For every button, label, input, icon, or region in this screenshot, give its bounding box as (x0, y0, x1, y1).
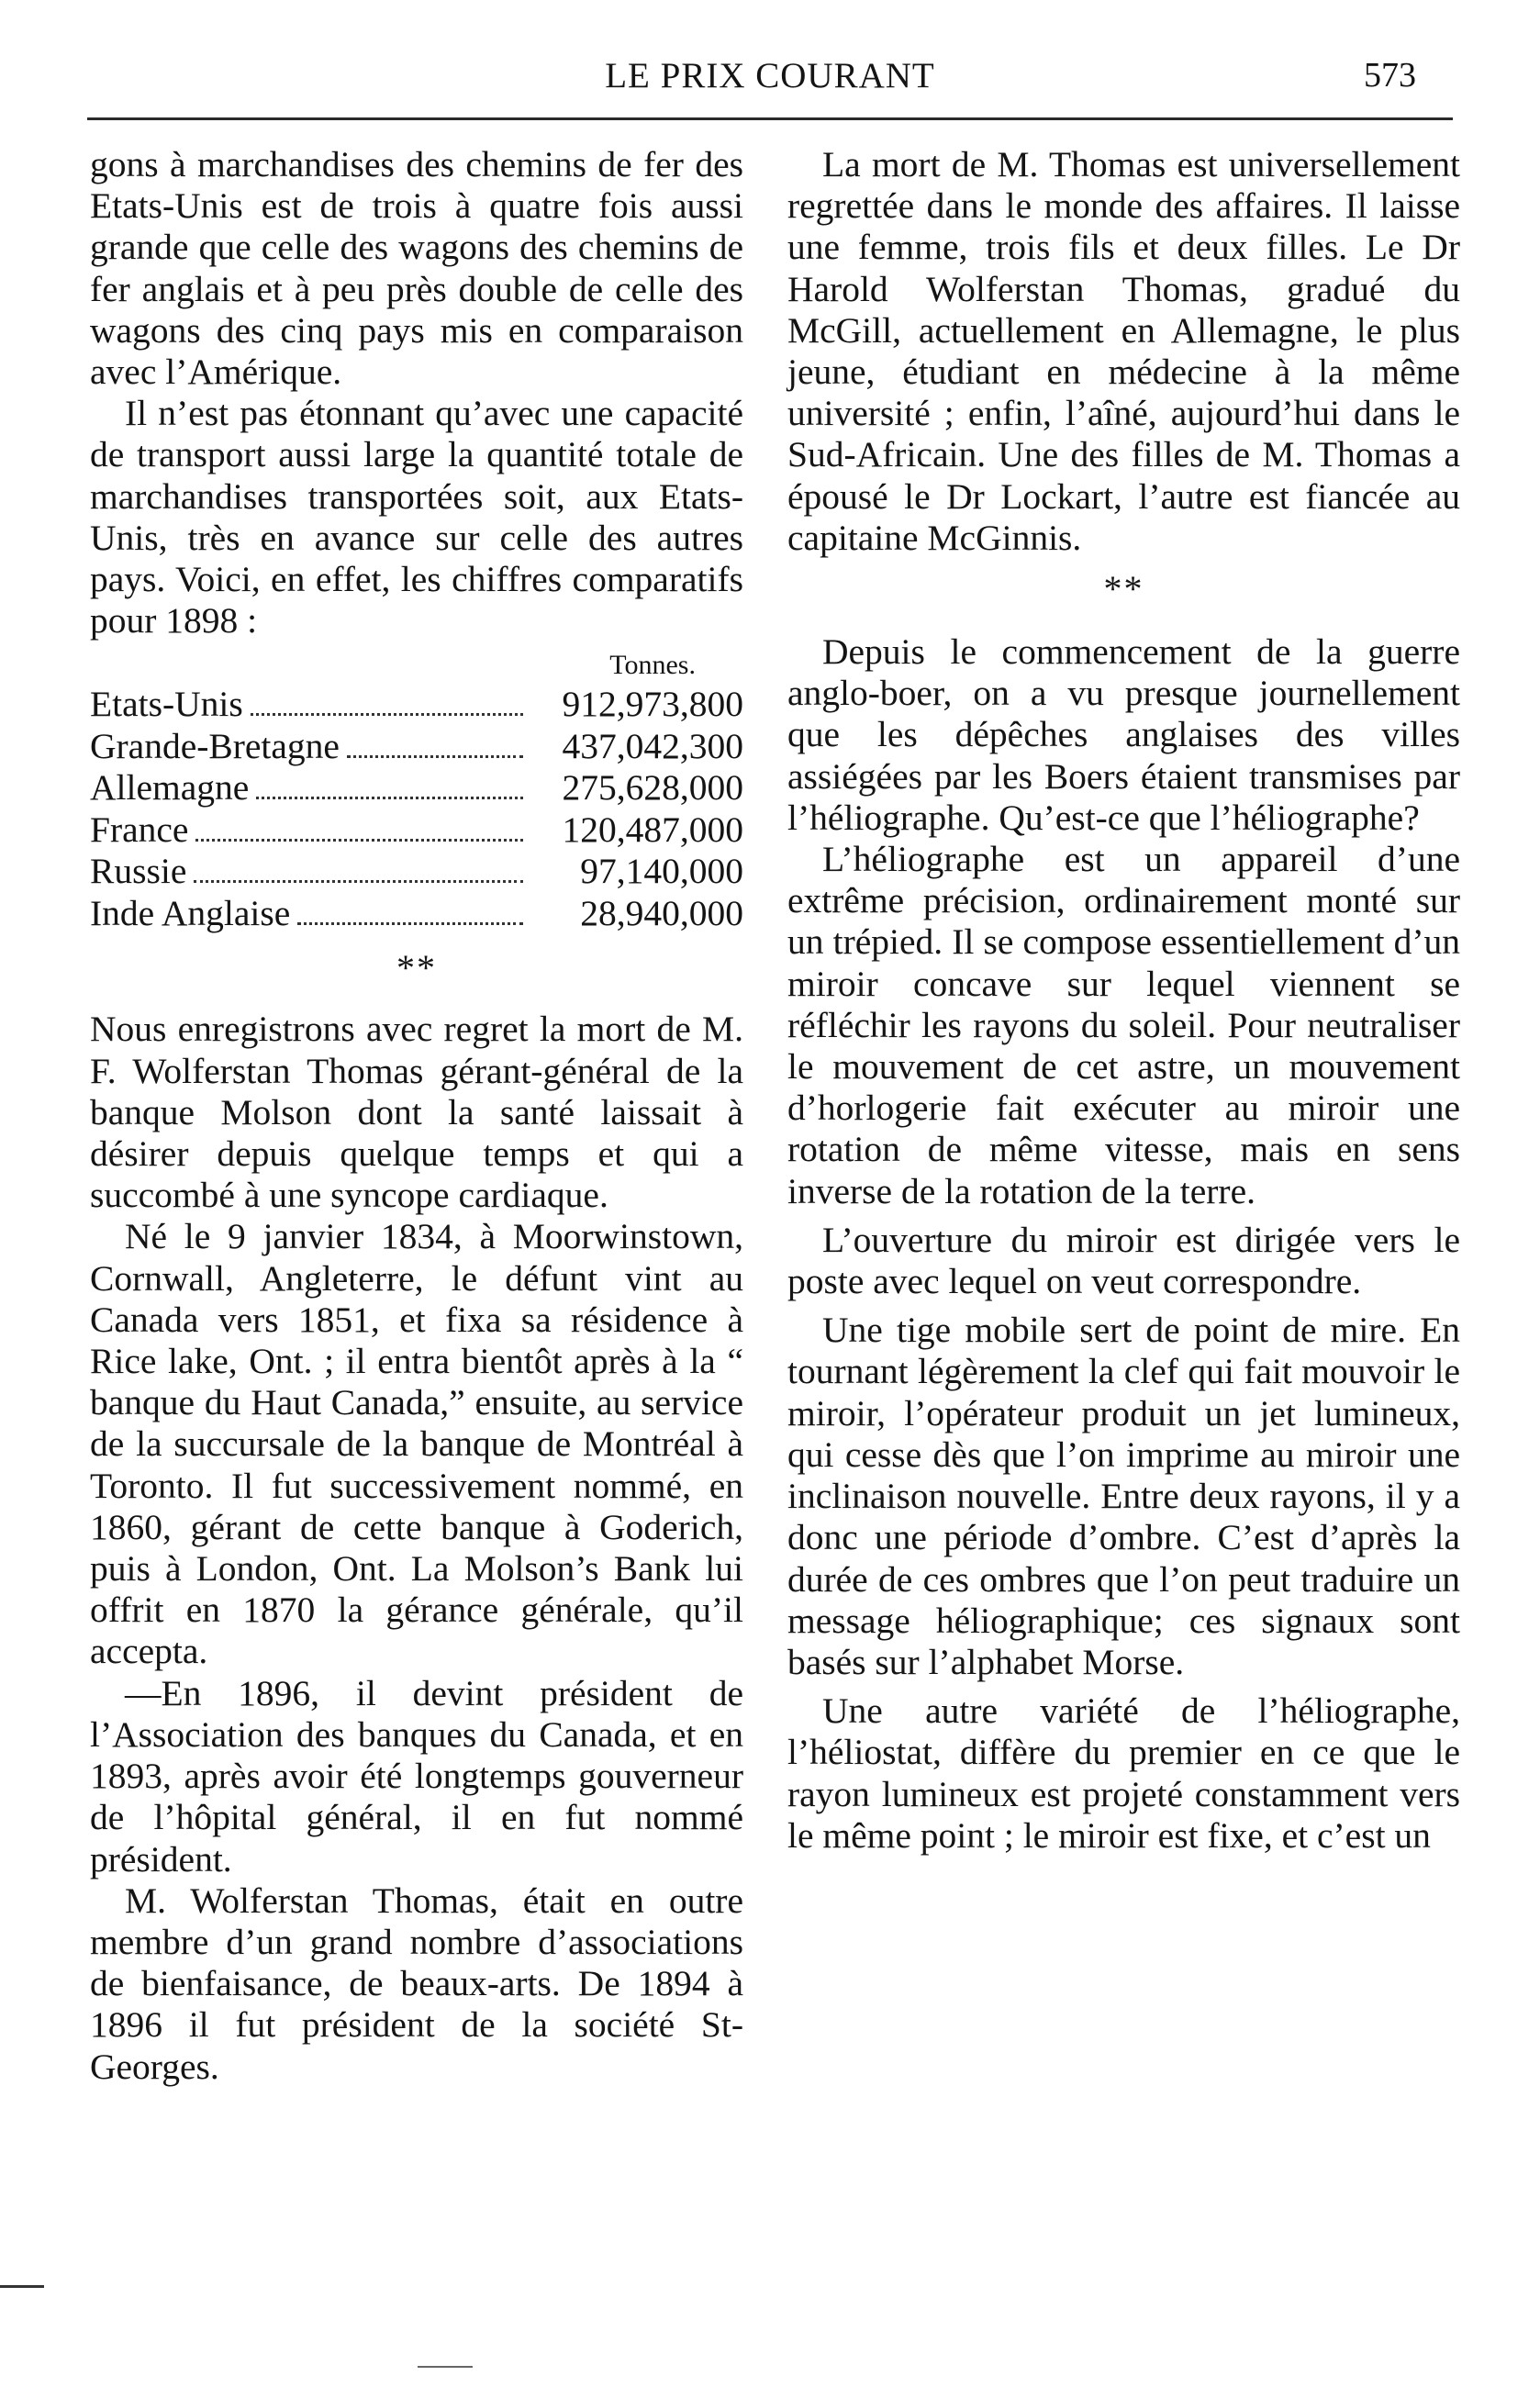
table-country: Inde Anglaise (90, 892, 291, 933)
page-number: 573 (1364, 56, 1416, 95)
paragraph-transport-capacity: Il n’est pas étonnant qu’avec une capacité de transport aussi large la quantité totale de marchandises transportées soit, aux Etats-Unis, très en avance sur celle des autres pays. Voici, en effet, les chiffres comparatifs pour 1898 : (90, 393, 743, 641)
table-country: Grande-Bretagne (90, 725, 340, 766)
leader-dots (297, 922, 523, 925)
paragraph-biography: Né le 9 janvier 1834, à Moorwinstown, Cornwall, Angleterre, le défunt vint au Canada vers 1851, et fixa sa résidence à Rice lake, Ont. ; il entra bientôt après à la “ banque du Haut Canada,” ensuite, au service de la succursale de la banque de Montréal à Toronto. Il fut successivement nommé, en 1860, gérant de cette banque à Goderich, puis à London, Ont. La Molson’s Bank lui offrit en 1870 la gérance générale, qu’il accepta. (90, 1216, 743, 1672)
paragraph-freight-cars: gons à marchandises des chemins de fer des Etats-Unis est de trois à quatre fois aussi grande que celle des wagons des chemins de fer anglais et à peu près double de celle des wagons des cinq pays mis en comparaison avec l’Amérique. (90, 144, 743, 393)
left-column (90, 144, 743, 2088)
leader-dots (195, 839, 523, 842)
paragraph-mirror-opening: L’ouverture du miroir est dirigée vers le poste avec lequel on veut correspondre. (787, 1219, 1460, 1302)
table-row (90, 851, 743, 893)
section-separator: ** (1103, 568, 1144, 610)
paragraph-obituary-intro: Nous enregistrons avec regret la mort de M. F. Wolferstan Thomas gérant-général de la banque Molson dont la santé laissait à désirer depuis quelque temps et qui a succombé à une syncope cardiaque. (90, 1009, 743, 1216)
table-unit-label: Tonnes. (609, 650, 696, 681)
paragraph-family: La mort de M. Thomas est universellement regrettée dans le monde des affaires. Il laisse une femme, trois fils et deux filles. Le Dr Harold Wolferstan Thomas, gradué du McGill, actuellement en Allemagne, le plus jeune, étudiant en médecine à la même université ; enfin, l’aîné, aujourd’hui dans le Sud-Africain. Une des filles de M. Thomas a épousé le Dr Lockart, l’autre est fiancée au capitaine McGinnis. (787, 144, 1460, 558)
table-row (90, 767, 743, 809)
leader-dots (347, 755, 523, 758)
table-value: 275,628,000 (562, 767, 743, 809)
table-value: 912,973,800 (562, 684, 743, 725)
page-header (87, 55, 1453, 110)
paragraph-memberships: M. Wolferstan Thomas, était en outre membre d’un grand nombre d’associations de bienfaisance, de beaux-arts. De 1894 à 1896 il fut président de la société St-Georges. (90, 1879, 743, 2087)
paragraph-association: —En 1896, il devint président de l’Association des banques du Canada, et en 1893, après avoir été longtemps gouverneur de l’hôpital général, il en fut nommé président. (90, 1672, 743, 1879)
paragraph-heliostat: Une autre variété de l’héliographe, l’héliostat, diffère du premier en ce que le rayon lumineux est projeté constamment vers le même point ; le miroir est fixe, et c’est un (787, 1690, 1460, 1856)
running-title: LE PRIX COURANT (605, 56, 935, 95)
table-country: France (90, 809, 189, 850)
table-row (90, 684, 743, 726)
tonnage-table (90, 647, 743, 934)
table-value: 437,042,300 (562, 725, 743, 766)
leader-dots (256, 797, 523, 799)
table-country: Allemagne (90, 767, 250, 809)
leader-dots (251, 713, 523, 716)
table-value: 28,940,000 (580, 892, 743, 933)
section-separator: ** (396, 947, 437, 989)
table-country: Etats-Unis (90, 684, 243, 725)
table-row (90, 726, 743, 768)
paragraph-boer-war: Depuis le commencement de la guerre anglo-boer, on a vu presque journellement que les dépêches anglaises des villes assiégées par les Boers étaient transmises par l’héliographe. Qu’est-ce que l’héliographe? (787, 631, 1460, 838)
bottom-rule (418, 2366, 473, 2368)
table-value: 120,487,000 (562, 809, 743, 850)
table-row (90, 893, 743, 935)
right-column (787, 144, 1460, 1857)
paragraph-signals: Une tige mobile sert de point de mire. En tournant légèrement la clef qui fait mouvoir le miroir, l’opérateur produit un jet lumineux, qui cesse dès que l’on imprime au miroir une inclinaison nouvelle. Entre deux rayons, il y a donc une période d’ombre. C’est d’après la durée de ces ombres que l’on peut traduire un message héliographique; ces signaux sont basés sur l’alphabet Morse. (787, 1310, 1460, 1682)
header-rule (87, 117, 1453, 120)
table-value: 97,140,000 (580, 851, 743, 892)
paragraph-heliograph-description: L’héliographe est un appareil d’une extrême précision, ordinairement monté sur un trépied. Il se compose essentiellement d’un miroir concave sur lequel viennent se réfléchir les rayons du soleil. Pour neutraliser le mouvement de cet astre, un mouvement d’horlogerie fait exécuter au miroir une rotation de même vitesse, mais en sens inverse de la rotation de la terre. (787, 839, 1460, 1211)
leader-dots (194, 880, 523, 883)
table-country: Russie (90, 851, 187, 892)
margin-rule (0, 2285, 44, 2288)
table-row (90, 809, 743, 852)
